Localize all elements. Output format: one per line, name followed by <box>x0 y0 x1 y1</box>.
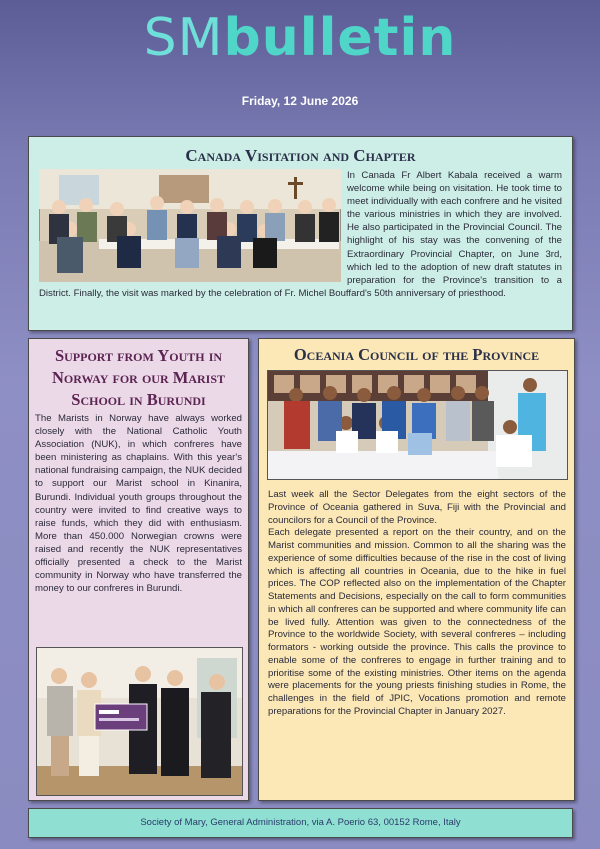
oceania-paragraph-1: Last week all the Sector Delegates from the eight sectors of the Province of Oceania gathered in Suva, Fiji with the Provincial and councilors for a Council of the Province. <box>268 489 566 526</box>
norway-title: Support from Youth in Norway for our Marist School in Burundi <box>51 346 226 409</box>
norway-body: The Marists in Norway have always worked closely with the National Catholic Youth Association (NUK), in which confreres have been ministering as chaplains. With this year's national fundraising campaign, the NUK decided to support our Marist school in Kinanira, Burundi. Individual youth groups throughout the country were invited to find creative ways to raise funds, which they did with enthusiasm. More than 450.000 Norwegian crowns were raised and recently the NUK representatives officially presented a check to the Marist community in Norway who have transferred the money to our confreres in Burundi. <box>35 413 242 595</box>
footer-address: Society of Mary, General Administration, via A. Poerio 63, 00152 Rome, Italy <box>28 808 573 838</box>
norway-check-photo <box>36 647 243 796</box>
oceania-paragraph-2: Each delegate presented a report on the their country, and on the Marist communities and mission. Common to all the sharing was the experience of some difficulties because of the rise in the cost of living which is affecting all countries in Oceania, due to the hike in fuel prices. The COP reflected also on the implementation of the Chapter Statements and Decisions, especially on the call to form communities in which all confreres can be supported and where community life can be lived fully. Attention was given to the connectedness of the Province to the worldwide Society, with several confreres – including formators - working outside the province. This calls the province to enable some of the confreres to engage in further training and to prioritise some of the existing ministries. Other items on the agenda were placements for the young priests finishing studies in Rome, the challenges in the field of JPIC, Vocations promotion and remote preparations for the Provincial Chapter in January 2027. <box>268 527 566 717</box>
oceania-title: Oceania Council of the Province <box>293 345 540 364</box>
canada-body-wrap <box>39 169 562 300</box>
canada-title: Canada Visitation and Chapter <box>185 146 416 165</box>
masthead <box>0 6 600 70</box>
masthead-sm: SM <box>143 8 224 68</box>
oceania-article <box>258 338 575 801</box>
masthead-bulletin: bulletin <box>223 8 457 68</box>
oceania-body <box>268 489 566 719</box>
canada-body: In Canada Fr Albert Kabala received a warm welcome while being on visitation. He took time to meet individually with each confrere and he visited the various ministries in which they are involved. He also participated in the Provincial Council. The highlight of his stay was the convening of the Extraordinary Provincial Chapter, on June 3rd, which led to the adoption of new draft statutes in preparation for the Province's transition to a District. Finally, the visit was marked by the celebration of Fr. Michel Bouffard's 50th anniversary of priesthood. <box>39 170 562 299</box>
canada-group-photo <box>39 169 341 282</box>
oceania-group-photo <box>267 370 568 480</box>
issue-date: Friday, 12 June 2026 <box>241 94 359 108</box>
norway-article <box>28 338 249 801</box>
canada-article <box>28 136 573 331</box>
